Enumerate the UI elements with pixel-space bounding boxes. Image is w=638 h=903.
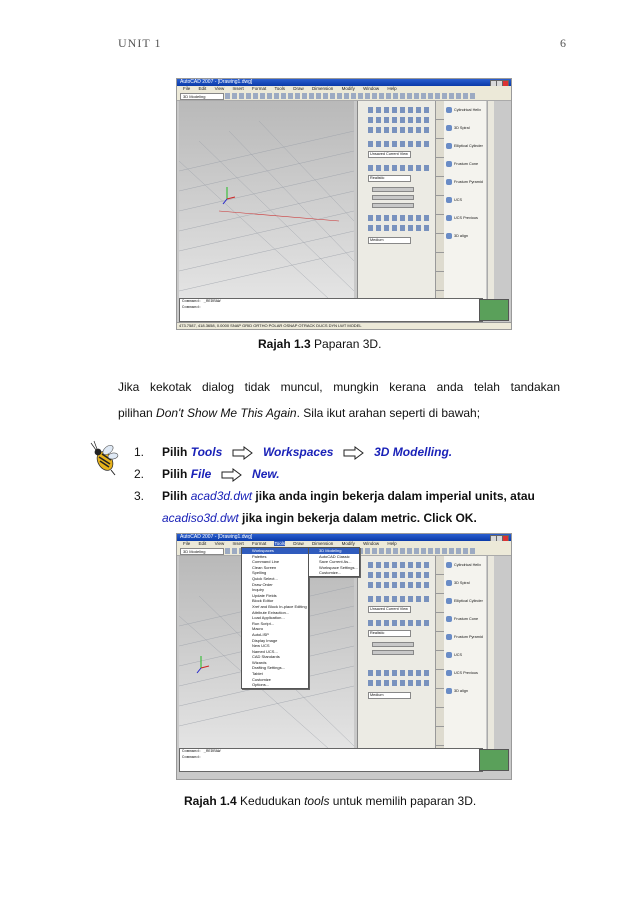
quality-select: Medium xyxy=(368,692,411,699)
dashboard-panel xyxy=(357,556,436,749)
page-number: 6 xyxy=(560,36,567,50)
bee-icon xyxy=(88,440,120,478)
menu-item[interactable]: Palettes xyxy=(252,553,267,559)
menu-help: Help xyxy=(387,86,397,91)
arrow-right-icon xyxy=(343,446,365,460)
menu-item[interactable]: CAD Standards xyxy=(252,654,280,660)
menu-insert: Insert xyxy=(232,86,244,91)
menu-tools: Tools xyxy=(274,541,285,546)
command-line: Command: _REDRAW Command: xyxy=(179,298,483,322)
menu-item[interactable]: Wizards xyxy=(252,659,267,665)
menu-window: Window xyxy=(363,86,380,91)
visual-style-select: Realistic xyxy=(368,175,411,182)
menu-insert: Insert xyxy=(232,541,244,546)
menu-item[interactable]: Update Fields xyxy=(252,592,277,598)
menu-item[interactable]: Attribute Extraction... xyxy=(252,609,290,615)
preview-thumbnail xyxy=(479,749,509,771)
status-bar: 473.7587, 418.3658, 0.0000 SNAP GRID ORTHO POLAR OSNAP OTRACK DUCS DYN LWT MODEL xyxy=(177,322,511,329)
toolbar-icons xyxy=(225,93,475,99)
toolbar xyxy=(177,92,511,101)
drawing-viewport xyxy=(179,101,354,299)
palette-item: UCS Previous xyxy=(446,215,478,221)
dashboard-panel xyxy=(357,101,436,299)
palette-item: 3D align xyxy=(446,233,468,239)
menu-format: Format xyxy=(252,541,267,546)
figure-caption-1: Rajah 1.3 Paparan 3D. xyxy=(258,337,382,351)
view-select: Unsaved Current View xyxy=(368,606,411,613)
menu-item[interactable]: Tablet xyxy=(252,671,263,677)
menu-format: Format xyxy=(252,86,267,91)
menu-item[interactable]: Customize xyxy=(252,676,271,682)
menu-item[interactable]: Draw Order xyxy=(252,581,273,587)
palette-scrollbar xyxy=(487,556,494,749)
menu-modify: Modify xyxy=(341,541,355,546)
menu-item[interactable]: Quick Select... xyxy=(252,575,278,581)
view-select: Unsaved Current View xyxy=(368,151,411,158)
tool-palette xyxy=(444,101,486,299)
menu-item[interactable]: Save Current As... xyxy=(319,559,352,565)
window-title: AutoCAD 2007 - [Drawing1.dwg] xyxy=(177,534,511,541)
menu-item[interactable]: Command Line xyxy=(252,559,280,565)
menu-item[interactable]: Named UCS... xyxy=(252,648,278,654)
menu-modify: Modify xyxy=(341,86,355,91)
menu-item[interactable]: Block Editor xyxy=(252,598,274,604)
menu-item[interactable]: Customize... xyxy=(319,570,342,576)
menu-item[interactable]: Inquiry xyxy=(252,587,265,593)
menu-edit: Edit xyxy=(198,86,207,91)
menu-item[interactable]: New UCS xyxy=(252,643,270,649)
menu-window: Window xyxy=(363,541,380,546)
palette-item: 3D Spiral xyxy=(446,125,470,131)
menu-help: Help xyxy=(387,541,397,546)
palette-scrollbar xyxy=(487,101,494,299)
palette-item: Frustum Pyramid xyxy=(446,179,483,185)
tool-palette: Cylindrical Helix 3D Spiral Elliptical Cylinder Frustum Cone Frustum Pyramid UCS UCS Previous 3D align xyxy=(444,556,486,749)
menu-item[interactable]: Macro xyxy=(252,626,264,632)
menu-item[interactable]: Run Script... xyxy=(252,620,275,626)
menu-edit: Edit xyxy=(198,541,207,546)
menu-view: View xyxy=(214,541,225,546)
palette-tabs xyxy=(435,556,444,749)
menu-item[interactable]: AutoLISP xyxy=(252,631,269,637)
workspaces-submenu xyxy=(308,547,360,577)
autocad-screenshot-2 xyxy=(176,533,512,780)
palette-tabs xyxy=(435,101,444,299)
menu-file: File xyxy=(183,86,191,91)
window-title: AutoCAD 2007 - [Drawing1.dwg] xyxy=(177,79,511,86)
menu-view: View xyxy=(214,86,225,91)
menu-tools: Tools xyxy=(274,86,285,91)
quality-select: Medium xyxy=(368,237,411,244)
arrow-right-icon xyxy=(221,468,243,482)
intro-paragraph: Jika kekotak dialog tidak muncul, mungkin kerana anda telah tandakan pilihan Don't Show Me This Again. Sila ikut arahan seperti di bawah; xyxy=(118,380,560,420)
tools-menu xyxy=(241,547,309,689)
menu-dimension: Dimension xyxy=(312,86,334,91)
menu-item[interactable]: Workspace Settings... xyxy=(319,564,358,570)
palette-item: UCS xyxy=(446,197,462,203)
menu-item[interactable]: AutoCAD Classic xyxy=(319,553,350,559)
unit-header: UNIT 1 xyxy=(118,36,162,50)
autocad-screenshot-1 xyxy=(176,78,512,330)
palette-item: Cylindrical Helix xyxy=(446,107,481,113)
palette-item: Elliptical Cylinder xyxy=(446,143,483,149)
arrow-right-icon xyxy=(232,446,254,460)
menu-item-3d-modeling[interactable]: 3D Modeling xyxy=(309,548,359,554)
menu-item[interactable]: Display Image xyxy=(252,637,278,643)
figure-caption-2: Rajah 1.4 Kedudukan tools untuk memilih paparan 3D. xyxy=(184,794,477,808)
workspace-combo: 3D Modeling xyxy=(180,548,224,555)
menu-item-workspaces[interactable]: Workspaces xyxy=(242,548,308,554)
menu-item[interactable]: Clean Screen xyxy=(252,564,277,570)
menu-item[interactable]: Xref and Block In-place Editing xyxy=(252,603,307,609)
preview-thumbnail xyxy=(479,299,509,321)
menu-draw: Draw xyxy=(293,86,304,91)
palette-item: Frustum Cone xyxy=(446,161,478,167)
menu-item[interactable]: Drafting Settings... xyxy=(252,665,285,671)
menu-item[interactable]: Load Application... xyxy=(252,615,285,621)
menu-item[interactable]: Options... xyxy=(252,682,270,688)
menu-dimension: Dimension xyxy=(312,541,334,546)
menu-item[interactable]: Spelling xyxy=(252,570,267,576)
ucs-x-axis xyxy=(227,197,235,199)
command-line: Command: _REDRAW Command: xyxy=(179,748,483,772)
workspace-combo: 3D Modeling xyxy=(180,93,224,100)
menu-file: File xyxy=(183,541,191,546)
visual-style-select: Realistic xyxy=(368,630,411,637)
menu-draw: Draw xyxy=(293,541,304,546)
